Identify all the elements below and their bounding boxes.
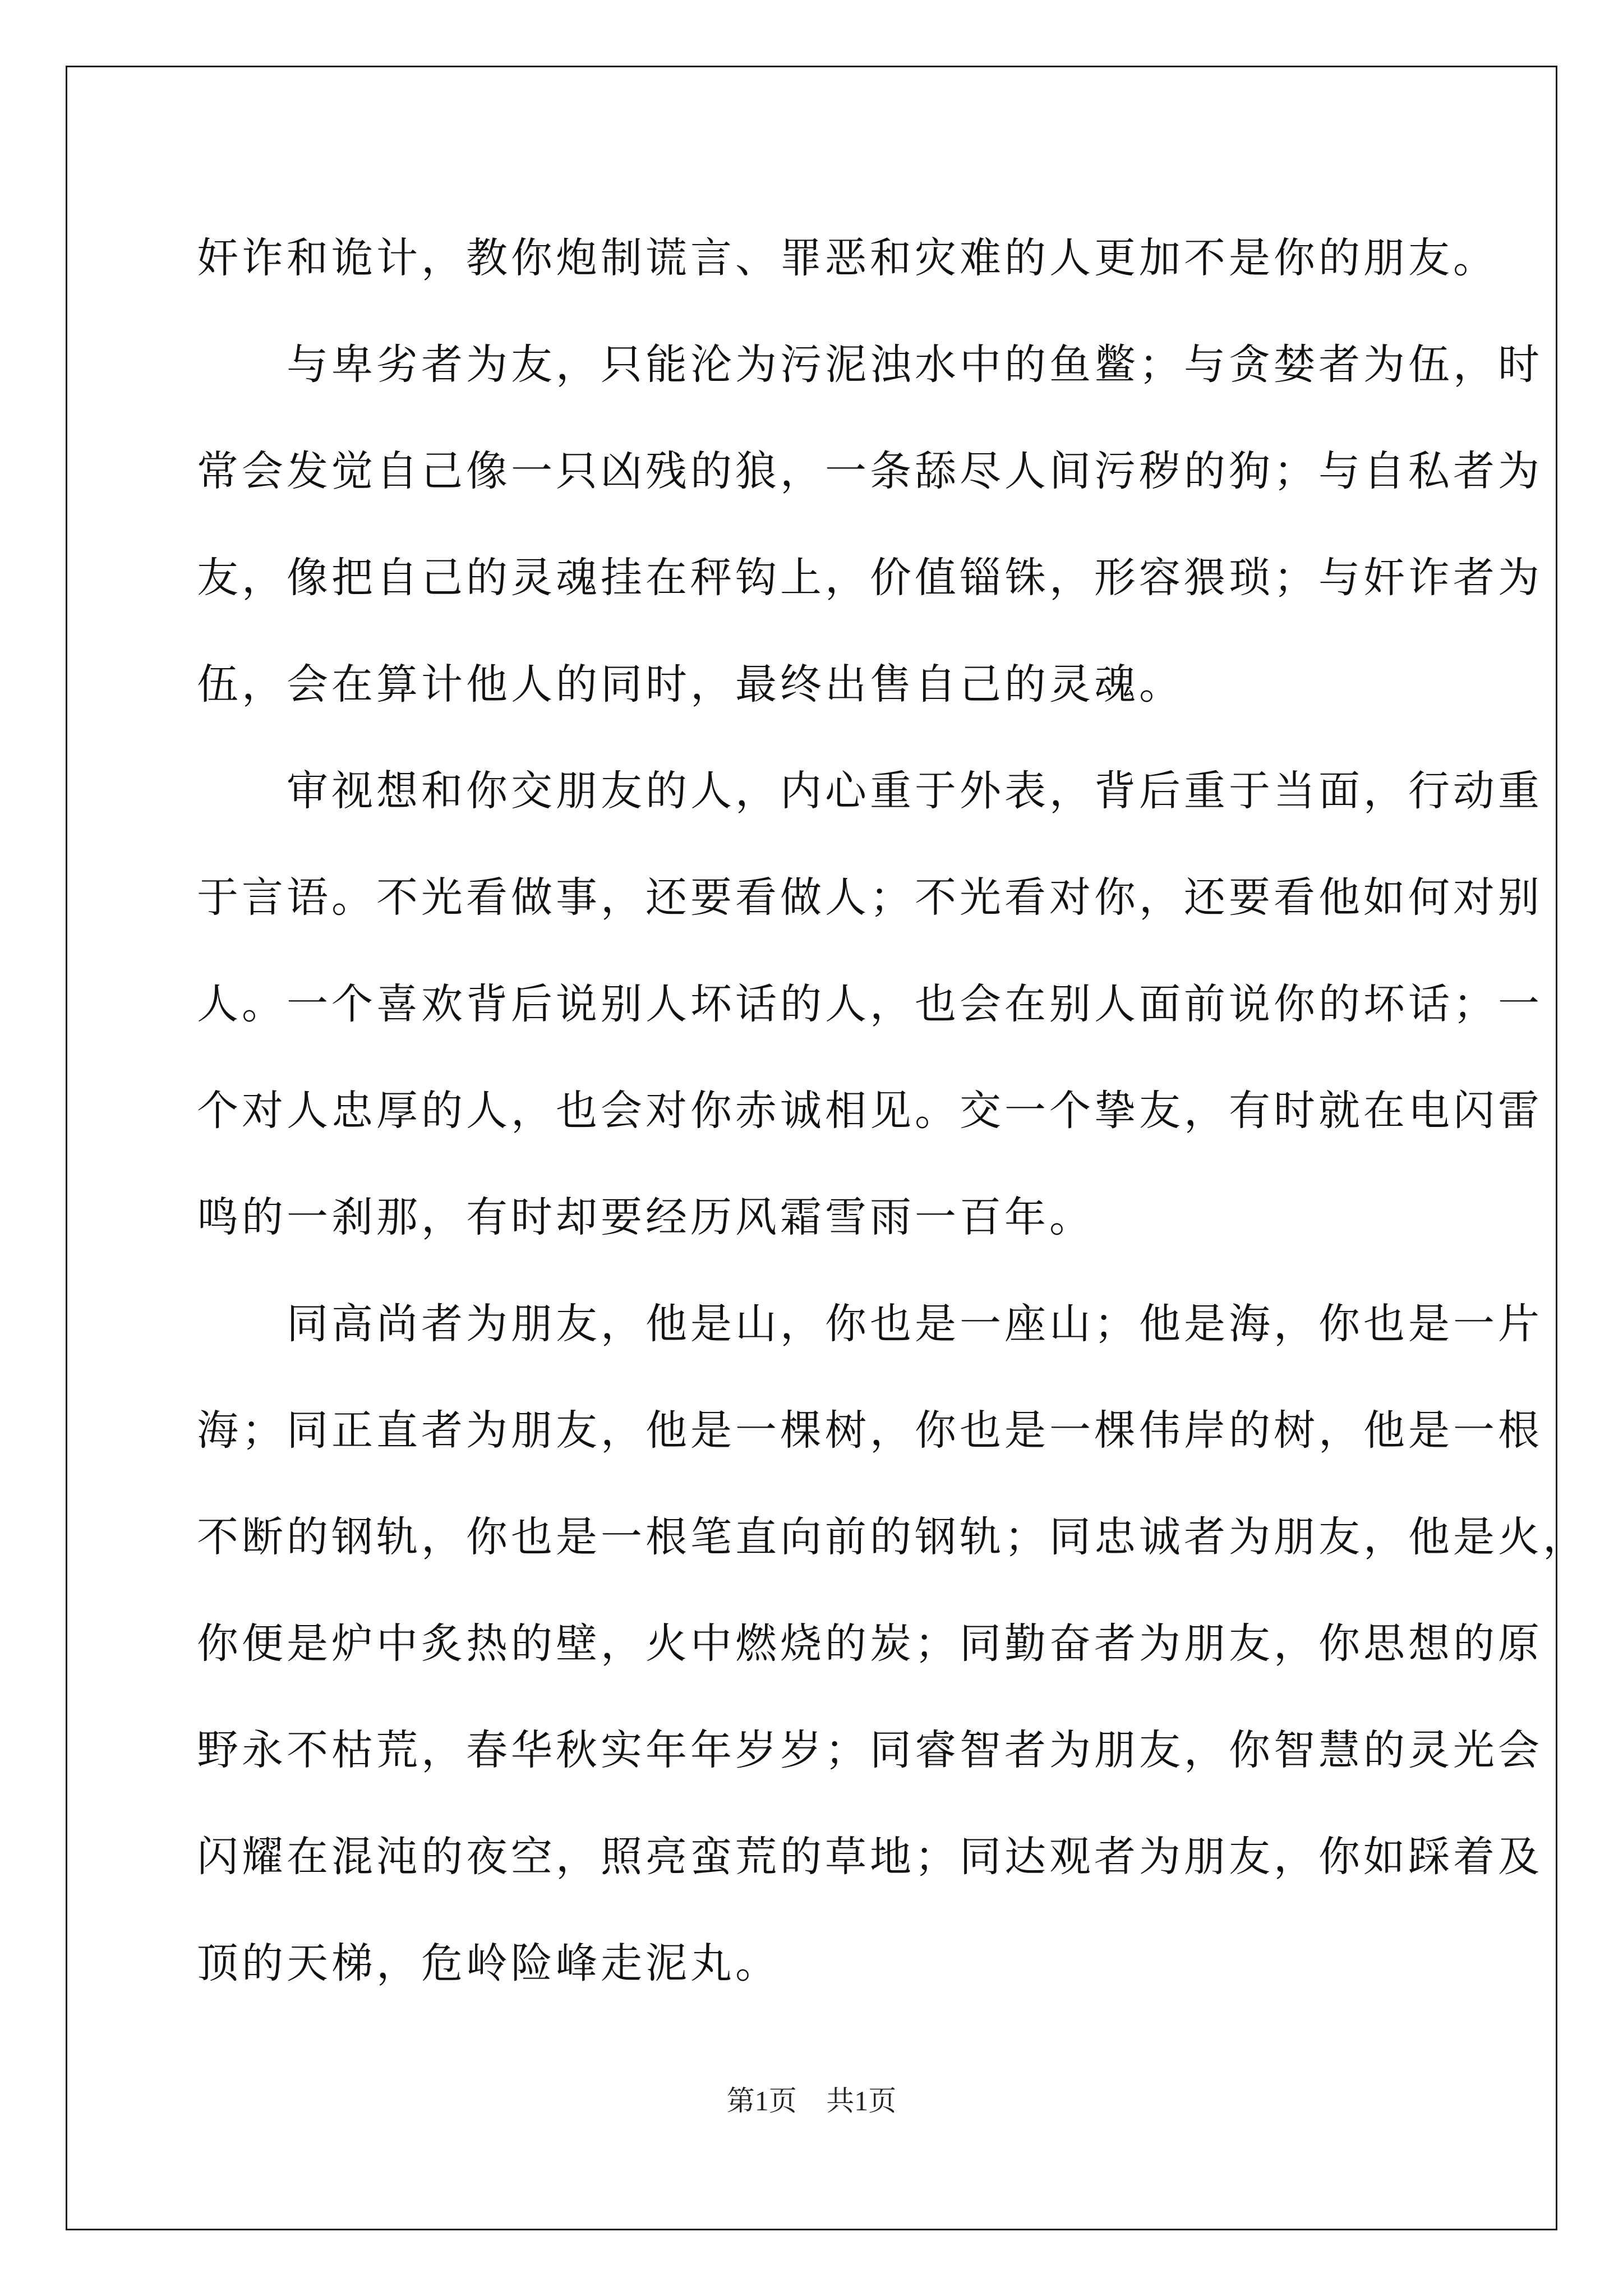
document-body xyxy=(197,205,1588,2017)
text-line: 与卑劣者为友，只能沦为污泥浊水中的鱼鳖；与贪婪者为伍，时 xyxy=(287,341,1543,389)
text-line: 友，像把自己的灵魂挂在秤钩上，价值锱铢，形容猥琐；与奸诈者为 xyxy=(197,554,1543,602)
paragraph xyxy=(197,205,1498,311)
text-line: 奸诈和诡计，教你炮制谎言、罪恶和灾难的人更加不是你的朋友。 xyxy=(197,234,1498,282)
text-line: 个对人忠厚的人，也会对你赤诚相见。交一个挚友，有时就在电闪雷 xyxy=(197,1087,1543,1135)
text-line: 顶的天梯，危岭险峰走泥丸。 xyxy=(197,1939,780,1987)
paragraph xyxy=(197,311,1543,738)
text-line: 于言语。不光看做事，还要看做人；不光看对你，还要看他如何对别 xyxy=(197,873,1543,922)
text-line: 常会发觉自己像一只凶残的狼，一条舔尽人间污秽的狗；与自私者为 xyxy=(197,447,1543,495)
text-line: 审视想和你交朋友的人，内心重于外表，背后重于当面，行动重 xyxy=(287,767,1543,815)
text-line: 不断的钢轨，你也是一根笔直向前的钢轨；同忠诚者为朋友，他是火， xyxy=(197,1513,1588,1561)
text-line: 鸣的一刹那，有时却要经历风霜雪雨一百年。 xyxy=(197,1193,1094,1241)
text-line: 野永不枯荒，春华秋实年年岁岁；同睿智者为朋友，你智慧的灵光会 xyxy=(197,1726,1543,1774)
text-line: 同高尚者为朋友，他是山，你也是一座山；他是海，你也是一片 xyxy=(287,1300,1543,1348)
text-line: 闪耀在混沌的夜空，照亮蛮荒的草地；同达观者为朋友，你如踩着及 xyxy=(197,1833,1543,1881)
text-line: 人。一个喜欢背后说别人坏话的人，也会在别人面前说你的坏话；一 xyxy=(197,980,1543,1028)
paragraph xyxy=(197,738,1543,1271)
text-line: 伍，会在算计他人的同时，最终出售自己的灵魂。 xyxy=(197,660,1184,708)
page-number: 第1页 xyxy=(726,2085,797,2116)
text-line: 海；同正直者为朋友，他是一棵树，你也是一棵伟岸的树，他是一根 xyxy=(197,1406,1543,1455)
page-footer xyxy=(0,2078,1623,2119)
page-total: 共1页 xyxy=(826,2085,897,2116)
text-line: 你便是炉中炙热的壁，火中燃烧的炭；同勤奋者为朋友，你思想的原 xyxy=(197,1619,1543,1668)
paragraph xyxy=(197,1271,1588,2017)
